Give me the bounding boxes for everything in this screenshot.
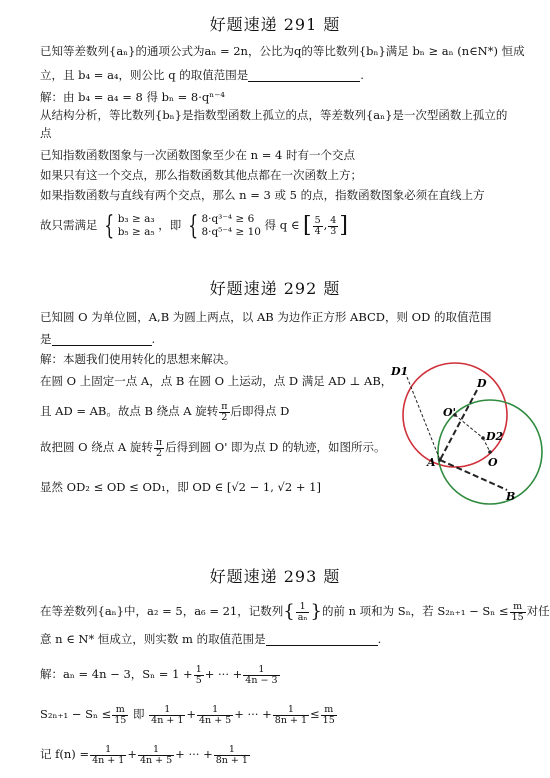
frac-denominator: 8n + 1 [274, 714, 308, 726]
dots: + ··· + [175, 747, 213, 761]
system-1 [118, 213, 155, 239]
frac-denominator: 4n − 3 [245, 674, 278, 686]
p293-line4 [40, 700, 338, 728]
frac-denominator: 4n + 5 [139, 754, 173, 766]
frac-1-8n1 [273, 705, 309, 726]
label-o: O [488, 456, 498, 469]
p293-line2-end: . [377, 632, 382, 646]
frac-numerator: 1 [296, 602, 310, 613]
frac-numerator: 4 [330, 214, 337, 226]
label-o-prime: O' [443, 406, 456, 419]
p292-line5-text: 且 AD = AB。故点 B 绕点 A 旋转 [40, 404, 219, 418]
system-1-row2: b₅ ≥ a₅ [117, 226, 155, 238]
p291-line3: 解：由 b₄ = a₄ = 8 得 bₙ = 8·qⁿ⁻⁴ [40, 90, 225, 104]
frac-numerator: 1 [197, 705, 233, 716]
title-292: 好题速递 292 题 [209, 279, 341, 298]
label-d: D [477, 377, 487, 390]
frac-numerator: 1 [214, 745, 250, 756]
right-bracket: ] [339, 213, 348, 238]
frac-numerator: 1 [138, 745, 174, 756]
frac-pi-2 [154, 438, 164, 459]
frac-numerator: 5 [314, 214, 321, 226]
p293-line1-end: 对任 [526, 604, 550, 618]
p292-line2-text: 是 [40, 332, 52, 346]
frac-denominator: 4n + 1 [92, 754, 125, 766]
point-a [438, 458, 442, 462]
frac-m-15 [112, 705, 128, 726]
label-d2: D2 [486, 430, 504, 443]
answer-blank-292 [52, 334, 152, 346]
p291-line5: 点 [40, 126, 52, 140]
answer-blank-291 [248, 70, 360, 82]
p291-line2-end: . [360, 68, 364, 82]
p292-line5 [40, 398, 289, 424]
label-d1: D1 [391, 365, 409, 378]
p292-line1: 已知圆 O 为单位圆，A,B 为圆上两点，以 AB 为边作正方形 ABCD，则 OD 的取值范围 [40, 310, 492, 324]
p292-line6 [40, 434, 386, 460]
frac-1-8n1 [214, 745, 250, 766]
system-2 [201, 213, 261, 239]
plus-sign: + [127, 747, 137, 761]
frac-denominator: 2 [221, 411, 228, 423]
p291-line9-result: 得 q ∈ [264, 218, 300, 232]
frac-denominator: 15 [322, 714, 335, 726]
le-sign: ≤ [310, 707, 320, 721]
label-a: A [427, 456, 436, 469]
system-2-row2: 8·q⁵⁻⁴ ≥ 10 [201, 226, 261, 238]
frac-numerator: 1 [195, 663, 202, 675]
p292-line5-end: 后即得点 D [230, 404, 290, 418]
frac-numerator: 1 [273, 705, 309, 716]
p292-line6-end: 后得到圆 O' 即为点 D 的轨迹，如图所示。 [165, 440, 386, 454]
p292-line3: 解：本题我们使用转化的思想来解决。 [40, 352, 236, 366]
p293-line2 [40, 632, 381, 646]
frac-numerator: 1 [90, 745, 126, 756]
p291-line9-ie: ，即 [158, 218, 182, 232]
p291-line9-text: 故只需满足 [40, 218, 98, 232]
frac-pi-2 [219, 402, 229, 423]
frac-denominator: 15 [114, 714, 127, 726]
p293-line2-text: 意 n ∈ N* 恒成立，则实数 m 的取值范围是 [40, 632, 266, 646]
frac-denominator: 2 [155, 447, 162, 459]
frac-4-3 [328, 216, 338, 237]
p292-line6-text: 故把圆 O 绕点 A 旋转 [40, 440, 153, 454]
p291-line8: 如果指数函数与直线有两个交点，那么 n = 3 或 5 的点，指数函数图象必须在直线上方 [40, 188, 485, 202]
label-b: B [506, 490, 516, 503]
p292-line7: 显然 OD₂ ≤ OD ≤ OD₁，即 OD ∈ [√2 − 1, √2 + 1] [40, 480, 321, 494]
frac-1-4n5 [197, 705, 233, 726]
line-d1-a [407, 377, 440, 460]
answer-blank-293 [266, 634, 378, 646]
left-brace: { [283, 601, 295, 622]
frac-denominator: 4 [314, 225, 321, 237]
frac-denominator: aₙ [297, 611, 308, 623]
p291-line2 [40, 68, 364, 82]
title-291: 好题速递 291 题 [209, 15, 341, 34]
frac-numerator: π [155, 436, 163, 448]
p293-line1-mid: 的前 n 项和为 Sₙ，若 S₂ₙ₊₁ − Sₙ ≤ [321, 604, 509, 618]
left-bracket: [ [302, 213, 312, 238]
frac-numerator: 1 [243, 665, 279, 676]
frac-numerator: m [321, 705, 337, 716]
frac-1-5 [194, 665, 204, 686]
frac-5-4 [313, 216, 323, 237]
frac-m-15 [321, 705, 337, 726]
dots: + ··· + [234, 707, 272, 721]
p291-line4: 从结构分析，等比数列{bₙ}是指数型函数上孤立的点，等差数列{aₙ}是一次型函数上孤立的 [40, 108, 508, 122]
frac-m-15 [510, 602, 526, 623]
frac-denominator: 8n + 1 [215, 754, 248, 766]
p293-line3 [40, 660, 281, 688]
frac-numerator: π [221, 400, 228, 412]
frac-1-4n1 [149, 705, 185, 726]
left-brace: { [104, 211, 115, 241]
frac-1-4n1 [90, 745, 126, 766]
frac-1-4n-3 [243, 665, 279, 686]
p292-line2-end: . [151, 332, 156, 346]
p293-line5-text: 记 f(n) = [40, 747, 90, 761]
p291-line2-text: 立，且 b₄ = a₄，则公比 q 的取值范围是 [40, 68, 249, 82]
frac-numerator: m [510, 602, 526, 613]
p293-line3-dots: + ··· + [204, 667, 243, 681]
p291-line1: 已知等差数列{aₙ}的通项公式为aₙ = 2n，公比为q的等比数列{bₙ}满足 bₙ ≥ aₙ (n∈N*) 恒成 [40, 44, 525, 58]
title-293: 好题速递 293 题 [209, 567, 341, 586]
frac-numerator: m [112, 705, 128, 716]
frac-1-an [296, 602, 310, 623]
p292-line4: 在圆 O 上固定一点 A，点 B 在圆 O 上运动，点 D 满足 AD ⊥ AB， [40, 374, 393, 388]
p292-line2 [40, 332, 155, 346]
plus-sign: + [186, 707, 197, 721]
frac-denominator: 4n + 5 [199, 714, 232, 726]
p293-line5 [40, 740, 251, 768]
frac-denominator: 4n + 1 [151, 714, 184, 726]
p293-line1 [40, 598, 550, 624]
frac-numerator: 1 [149, 705, 185, 716]
frac-1-4n5 [138, 745, 174, 766]
right-brace: } [310, 601, 322, 622]
line-o-prime-d2 [455, 415, 483, 438]
p293-line1-text: 在等差数列{aₙ}中，a₂ = 5，a₆ = 21，记数列 [40, 604, 284, 618]
p293-line4-ie: 即 [133, 707, 145, 721]
p291-line9: 故只需满足 { b₃ ≥ a₃ b₅ ≥ a₅ ，即 { 8·q³⁻⁴ ≥ 6 8·q⁵⁻⁴ ≥ 10 得 q ∈ [ $\frac{5}{4}$ , $\frac{4}{3}$ ] [40, 211, 348, 241]
point-d2 [481, 436, 485, 440]
frac-denominator: 15 [511, 611, 524, 623]
p293-line4-text: S₂ₙ₊₁ − Sₙ ≤ [40, 707, 112, 721]
p293-line3-text: 解：aₙ = 4n − 3，Sₙ = 1 + [40, 667, 193, 681]
p291-line7: 如果只有这一个交点，那么指数函数其他点都在一次函数上方； [40, 168, 362, 182]
point-o [488, 450, 492, 454]
system-1-row1: b₃ ≥ a₃ [117, 213, 155, 225]
left-brace: { [188, 211, 199, 241]
frac-denominator: 3 [330, 225, 337, 237]
circle-figure [385, 362, 550, 512]
system-2-row1: 8·q³⁻⁴ ≥ 6 [201, 213, 255, 225]
p291-line6: 已知指数函数图象与一次函数图象至少在 n = 4 时有一个交点 [40, 148, 355, 162]
frac-denominator: 5 [195, 674, 202, 686]
